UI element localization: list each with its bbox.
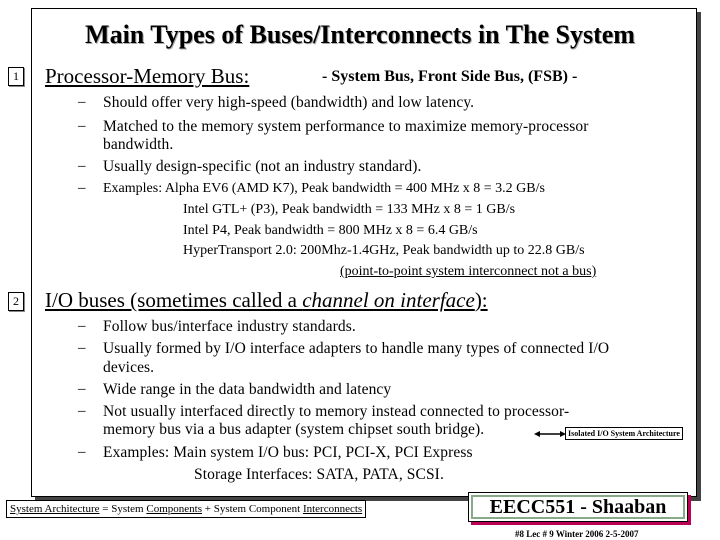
section2-bullet-1: Follow bus/interface industry standards.	[103, 318, 356, 335]
example-intel-p4: Intel P4, Peak bandwidth = 800 MHz x 8 = 6.4 GB/s	[183, 223, 478, 238]
slide-title: Main Types of Buses/Interconnects in The System	[85, 20, 635, 49]
section1-bullet-3: Usually design-specific (not an industry standard).	[103, 158, 422, 175]
bullet-dash: –	[78, 340, 86, 356]
bullet-dash: –	[78, 381, 86, 397]
section2-bullet-4: Not usually interfaced directly to memory instead connected to processor-	[103, 403, 570, 420]
bullet-dash: –	[78, 158, 86, 174]
footer-arch-b: = System	[99, 503, 147, 515]
callout-arrow-icon	[534, 430, 566, 438]
bullet-dash: –	[78, 444, 86, 460]
section2-storage-interfaces: Storage Interfaces: SATA, PATA, SCSI.	[194, 466, 444, 483]
section2-bullet-2: Usually formed by I/O interface adapters to handle many types of connected I/O	[103, 340, 610, 357]
footer-arch-a: System Architecture	[10, 503, 100, 515]
bullet-dash: –	[78, 180, 86, 196]
example-hypertransport: HyperTransport 2.0: 200Mhz-1.4GHz, Peak bandwidth up to 22.8 GB/s	[183, 243, 585, 258]
footer-architecture-box	[6, 500, 366, 518]
section1-bullet-1: Should offer very high-speed (bandwidth) and low latency.	[103, 94, 475, 111]
example-hypertransport-note	[340, 264, 596, 280]
section2-bullet-4-cont: memory bus via a bus adapter (system chipset south bridge).	[103, 421, 485, 438]
section2-heading-b: channel on interface	[302, 288, 475, 312]
section1-bullet-2-cont: bandwidth.	[103, 136, 174, 153]
section2-bullet-3: Wide range in the data bandwidth and latency	[103, 381, 392, 398]
footer-lecture-note: #8 Lec # 9 Winter 2006 2-5-2007	[515, 529, 639, 539]
bullet-dash: –	[78, 318, 86, 334]
section2-heading-c: ):	[474, 288, 488, 312]
section-number-1: 1	[8, 67, 24, 86]
section1-heading-text: Processor-Memory Bus:	[45, 64, 250, 88]
section1-examples: Examples: Alpha EV6 (AMD K7), Peak bandwidth = 400 MHz x 8 = 3.2 GB/s	[103, 181, 545, 196]
footer-arch-c: Components	[146, 503, 202, 515]
example-intel-gtl: Intel GTL+ (P3), Peak bandwidth = 133 MHz x 8 = 1 GB/s	[183, 202, 516, 217]
section2-heading-a: I/O buses (sometimes called a	[45, 288, 303, 312]
bullet-dash: –	[78, 118, 86, 134]
section2-examples: Examples: Main system I/O bus: PCI, PCI-X, PCI Express	[103, 444, 473, 461]
hypertransport-note-text: (point-to-point system interconnect not a bus)	[340, 264, 597, 279]
footer-arch-d: + System Component	[202, 503, 303, 515]
section2-heading	[45, 288, 488, 313]
bullet-dash: –	[78, 403, 86, 419]
isolated-io-callout[interactable]: Isolated I/O System Architecture	[565, 427, 683, 440]
bullet-dash: –	[78, 94, 86, 110]
section1-heading-suffix: - System Bus, Front Side Bus, (FSB) -	[322, 68, 578, 85]
section1-heading	[45, 64, 249, 89]
section-number-2: 2	[8, 292, 24, 311]
footer-arch-e: Interconnects	[302, 503, 363, 515]
course-badge: EECC551 - Shaaban	[468, 492, 688, 522]
section1-bullet-2: Matched to the memory system performance to maximize memory-processor	[103, 118, 589, 135]
section2-bullet-2-cont: devices.	[103, 359, 155, 376]
